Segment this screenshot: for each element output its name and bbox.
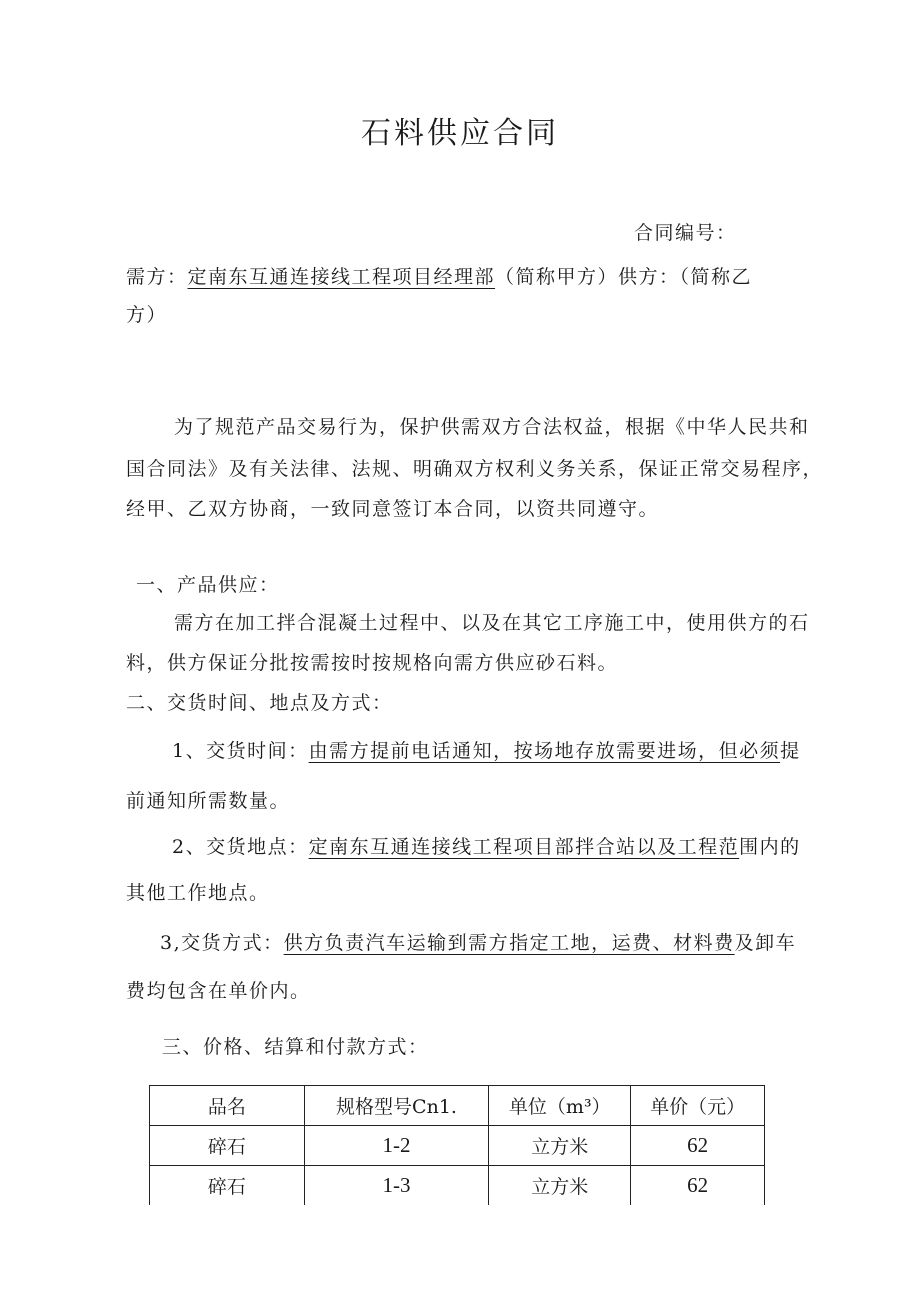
delivery-method-label: 3,交货方式： xyxy=(160,932,284,954)
delivery-time-label: 1、交货时间： xyxy=(172,740,309,762)
table-cell: 立方米 xyxy=(489,1126,631,1166)
page-title: 石料供应合同 xyxy=(361,116,559,151)
section-heading: 三、价格、结算和付款方式： xyxy=(162,1036,429,1058)
delivery-place-cont: 其他工作地点。 xyxy=(126,882,270,904)
delivery-method-line xyxy=(160,928,796,955)
delivery-place-label: 2、交货地点： xyxy=(172,836,309,858)
delivery-method-value: 供方负责汽车运输到需方指定工地，运费、材料费 xyxy=(283,932,735,954)
section-heading: 二、交货时间、地点及方式： xyxy=(126,692,393,714)
header-cell: 单位（m³） xyxy=(489,1086,631,1126)
table-cell: 62 xyxy=(631,1166,765,1206)
delivery-time-line xyxy=(172,736,801,763)
header-cell: 品名 xyxy=(150,1086,305,1126)
preamble-line: 为了规范产品交易行为，保护供需双方合法权益，根据《中华人民共和 xyxy=(174,416,810,438)
delivery-place-value: 定南东互通连接线工程项目部拌合站以及工程范 xyxy=(308,836,740,858)
parties-line-cont: 方） xyxy=(126,304,168,326)
preamble-line: 国合同法》及有关法律、法规、明确双方权利义务关系，保证正常交易程序， xyxy=(126,458,824,480)
table-cell: 碎石 xyxy=(150,1166,305,1206)
table-cell: 立方米 xyxy=(489,1166,631,1206)
delivery-time-value: 由需方提前电话通知，按场地存放需要进场，但必须 xyxy=(308,740,781,762)
delivery-time-cont: 前通知所需数量。 xyxy=(126,790,291,812)
table-row xyxy=(150,1126,765,1166)
price-table xyxy=(149,1085,765,1205)
header-cell: 规格型号Cn1. xyxy=(304,1086,489,1126)
section-text: 需方在加工拌合混凝土过程中、以及在其它工序施工中，使用供方的石 xyxy=(174,612,810,634)
buyer-abbreviation: （简称甲方）供方：（简称乙 xyxy=(495,266,753,288)
buyer-label: 需方： xyxy=(126,266,188,288)
delivery-method-cont: 费均包含在单价内。 xyxy=(126,980,311,1002)
delivery-time-tail: 提 xyxy=(780,740,801,762)
section-heading: 一、产品供应： xyxy=(136,574,280,596)
contract-number-label: 合同编号： xyxy=(634,222,737,244)
buyer-name: 定南东互通连接线工程项目经理部 xyxy=(187,266,496,288)
preamble-line: 经甲、乙双方协商，一致同意签订本合同，以资共同遵守。 xyxy=(126,498,660,520)
table-row xyxy=(150,1166,765,1206)
table-cell: 1-2 xyxy=(304,1126,489,1166)
table-cell: 1-3 xyxy=(304,1166,489,1206)
delivery-method-tail: 及卸车 xyxy=(734,932,797,954)
table-cell: 碎石 xyxy=(150,1126,305,1166)
table-cell: 62 xyxy=(631,1126,765,1166)
delivery-place-tail: 围内的 xyxy=(739,836,801,858)
section-text: 料，供方保证分批按需按时按规格向需方供应砂石料。 xyxy=(126,652,619,674)
parties-line xyxy=(126,262,752,289)
table-header-row xyxy=(150,1086,765,1126)
header-cell: 单价（元） xyxy=(631,1086,765,1126)
delivery-place-line xyxy=(172,832,801,859)
